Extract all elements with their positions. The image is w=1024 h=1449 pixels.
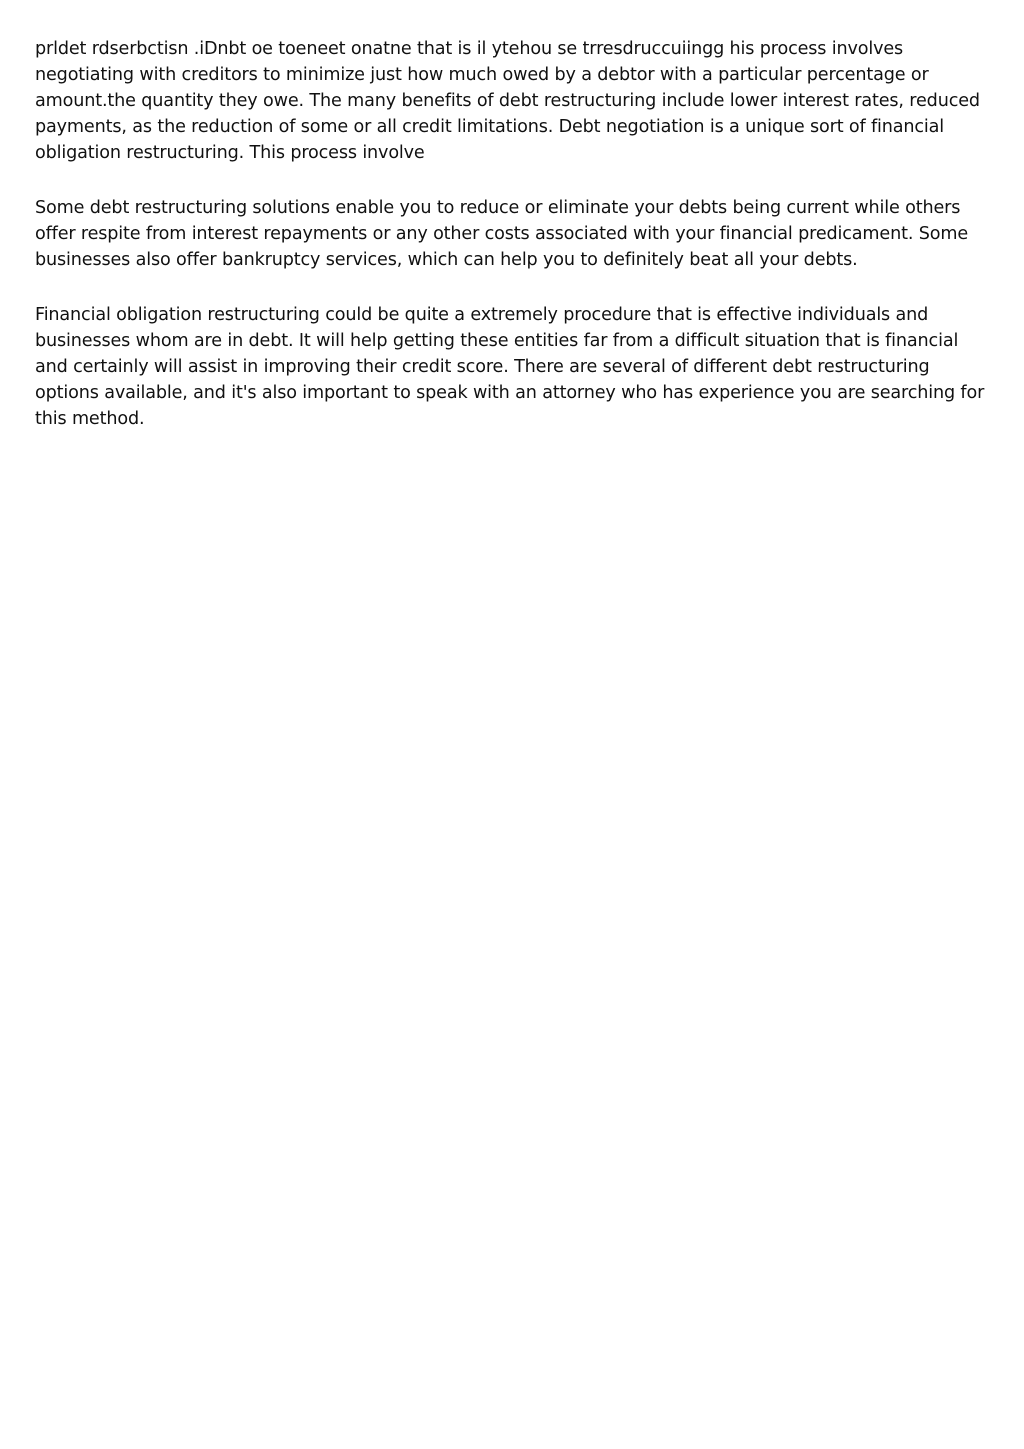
paragraph-1: prldet rdserbctisn .iDnbt oe toeneet onatne that is il ytehou se trresdruccuiingg his process involves negotiating with creditors to minimize just how much owed by a debtor with a particular percentage or amount.the quantity they owe. The many benefits of debt restructuring include lower interest rates, reduced payments, as the reduction of some or all credit limitations. Debt negotiation is a unique sort of financial obligation restructuring. This process involve: [35, 39, 980, 163]
paragraph-2: Some debt restructuring solutions enable you to reduce or eliminate your debts being current while others offer respite from interest repayments or any other costs associated with your financial predicament. Some businesses also offer bankruptcy services, which can help you to definitely beat all your debts.: [35, 198, 968, 270]
document-body: [35, 36, 995, 461]
paragraph-3: Financial obligation restructuring could be quite a extremely procedure that is effective individuals and businesses whom are in debt. It will help getting these entities far from a difficult situation that is financial and certainly will assist in improving their credit score. There are several of different debt restructuring options available, and it's also important to speak with an attorney who has experience you are searching for this method.: [35, 305, 985, 429]
